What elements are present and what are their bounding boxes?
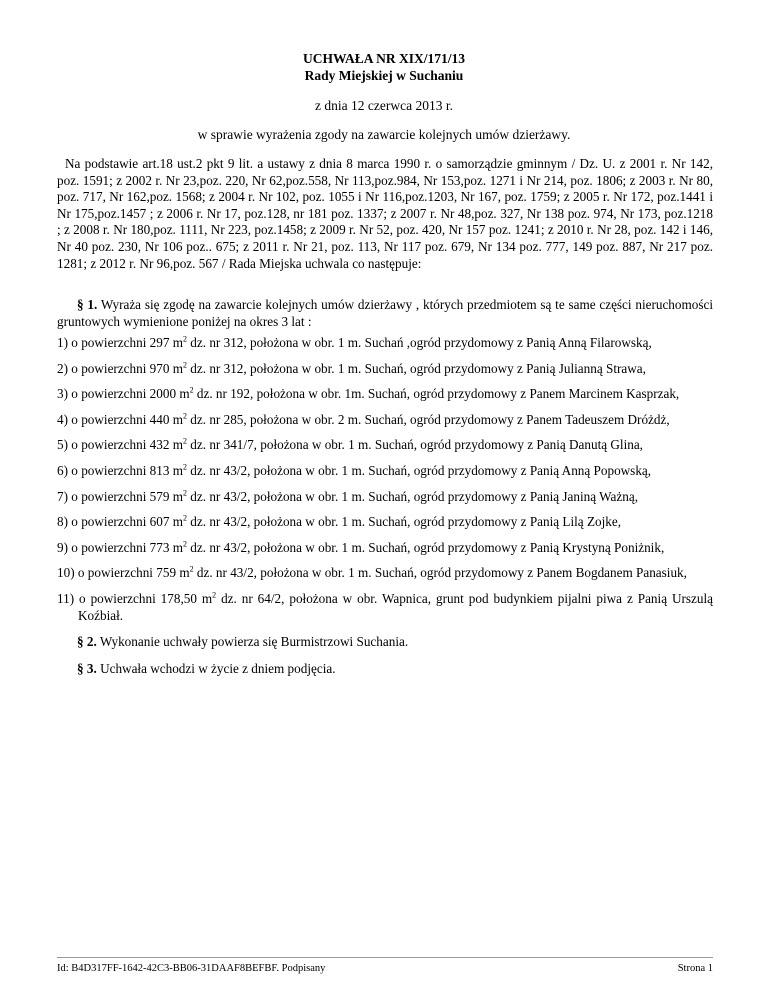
list-item: 6) o powierzchni 813 $m^2$ dz. nr 43/2, położona w obr. 1 m. Suchań, ogród przydomowy z Panią Anną Popowską, [57,462,652,478]
resolution-subject: w sprawie wyrażenia zgody na zawarcie kolejnych umów dzierżawy. [197,127,571,142]
council-name: Rady Miejskiej w Suchaniu [304,68,464,83]
list-item: 5) o powierzchni 432 $m^2$ dz. nr 341/7, położona w obr. 1 m. Suchań, ogród przydomowy z Panią Danutą Glina, [57,436,643,453]
paragraph-1 [57,297,713,330]
footer-divider [57,957,713,958]
paragraph-3 [77,661,713,678]
resolution-title: UCHWAŁA NR XIX/171/13 [302,51,465,66]
document-id: Id: B4D317FF-1642-42C3-BB06-31DAAF8BEFBF. Podpisany [57,963,326,974]
list-item: 2) o powierzchni 970 $m^2$ dz. nr 312, położona w obr. 1 m. Suchań, ogród przydomowy z Panią Julianną Strawa, [57,360,646,376]
list-item: 4) o powierzchni 440 $m^2$ dz. nr 285, położona w obr. 2 m. Suchań, ogród przydomowy z Panem Tadeuszem Dróżdż, [57,411,670,427]
page-footer [57,963,713,974]
list-item: 1) o powierzchni 297 $m^2$ dz. nr 312, położona w obr. 1 m. Suchań ,ogród przydomowy z Panią Anną Filarowską, [57,334,652,350]
list-item: 10) o powierzchni 759 $m^2$ dz. nr 43/2, położona w obr. 1 m. Suchań, ogród przydomowy z Panem Bogdanem Panasiuk, [57,564,687,581]
paragraph-3-label: § 3. [77,660,97,676]
list-item: 9) o powierzchni 773 $m^2$ dz. nr 43/2, położona w obr. 1 m. Suchań, ogród przydomowy z Panią Krystyną Poniżnik, [57,539,665,555]
legal-basis-preamble: Na podstawie art.18 ust.2 pkt 9 lit. a ustawy z dnia 8 marca 1990 r. o samorządzie gminnym / Dz. U. z 2001 r. Nr 142, poz. 1591; z 2002 r. Nr 23,poz. 220, Nr 62,poz.558, Nr 113,poz.984, Nr 153,poz. 1271 i Nr 214, poz. 1806; z 2003 r. Nr 80, poz. 717, Nr 162,poz. 1568; z 2004 r. Nr 102, poz. 1055 i Nr 116,poz.1203, Nr 167, poz. 1759; z 2005 r. Nr 172, poz.1441 i Nr 175,poz.1457 ; z 2006 r. Nr 17, poz.128, nr 181 poz. 1337; z 2007 r. Nr 48,poz. 327, Nr 138 poz. 974, Nr 173, poz.1218 ; z 2008 r. Nr 180,poz. 1111, Nr 223, poz.1458; z 2009 r. Nr 52, poz. 420, Nr 157 poz. 1241; z 2010 r. Nr 28, poz. 142 i 146, Nr 40 poz. 230, Nr 106 poz.. 675; z 2011 r. Nr 21, poz. 113, Nr 117 poz. 679, Nr 134 poz. 777, 149 poz. 887, Nr 217 poz. 1281; z 2012 r. Nr 96,poz. 567 / Rada Miejska uchwala co następuje: [57,156,713,271]
paragraph-2 [77,634,713,651]
paragraph-2-label: § 2. [77,634,97,650]
list-item: 8) o powierzchni 607 $m^2$ dz. nr 43/2, położona w obr. 1 m. Suchań, ogród przydomowy z Panią Lilą Zojke, [57,513,622,530]
lease-list [57,335,713,677]
list-item: 3) o powierzchni 2000 $m^2$ dz. nr 192, położona w obr. 1m. Suchań, ogród przydomowy z Panem Marcinem Kasprzak, [57,385,680,402]
page-number: Strona 1 [677,963,713,974]
paragraph-1-text: Wyraża się zgodę na zawarcie kolejnych umów dzierżawy , których przedmiotem są te same części nieruchomości gruntowych wymienione poniżej na okres 3 lat : [57,297,713,329]
paragraph-1-label: § 1. [77,297,98,312]
list-item: 7) o powierzchni 579 $m^2$ dz. nr 43/2, położona w obr. 1 m. Suchań, ogród przydomowy z Panią Janiną Ważną, [57,488,639,504]
paragraph-2-text: Wykonanie uchwały powierza się Burmistrzowi Suchania. [96,634,409,650]
resolution-date: z dnia 12 czerwca 2013 r. [315,98,453,113]
list-item: 11) o powierzchni 178,50 $m^2$ dz. nr 64/2, położona w obr. Wapnica, grunt pod budynkiem pijalni piwa z Panią Urszulą Koźbiał. [57,590,713,623]
paragraph-3-text: Uchwała wchodzi w życie z dniem podjęcia. [96,660,336,676]
resolution-header [0,50,768,84]
